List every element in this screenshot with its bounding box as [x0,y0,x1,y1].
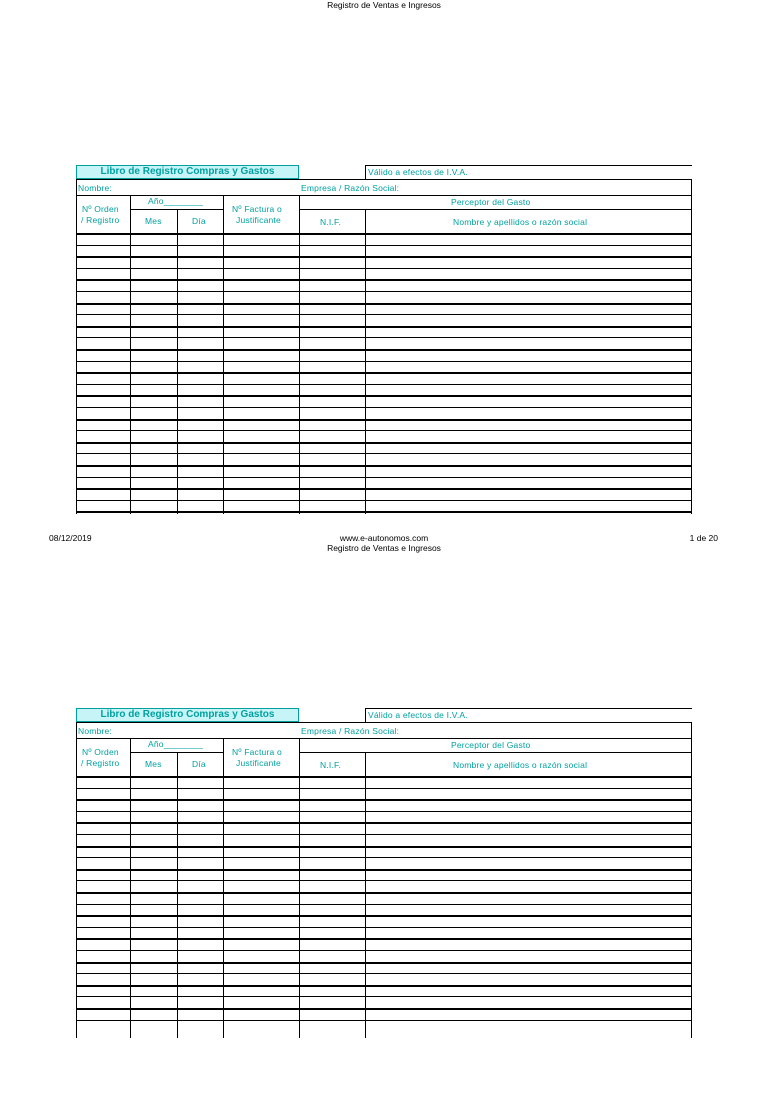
empresa-label: Empresa / Razón Social: [301,183,400,193]
table-row-line [76,973,692,974]
mes-label: Mes [145,759,162,769]
ledger-form-2 [76,708,692,1108]
nombre-label: Nombre: [78,183,112,193]
table-row-line [76,834,692,835]
table-row-line [76,337,692,338]
table-row-line [76,962,692,964]
table-row-line [76,361,692,362]
factura-label-2: Justificante [236,215,281,225]
anio-label: Año________ [148,739,204,749]
table-row-line [76,279,692,281]
orden-label-1: Nº Orden [82,747,119,757]
table-row-line [76,349,692,351]
valid-note: Válido a efectos de I.V.A. [368,710,468,720]
table-row-line [76,915,692,917]
table-row-line [76,407,692,408]
table-row-line [76,453,692,454]
table-row-line [76,799,692,801]
table-row-line [76,268,692,269]
table-row-line [76,430,692,431]
dia-label: Día [192,216,206,226]
table-row-line [76,822,692,824]
page-header-title-2: Registro de Ventas e Ingresos [327,543,441,553]
nombre-social-label: Nombre y apellidos o razón social [453,760,588,770]
footer-page-number: 1 de 20 [689,533,718,543]
table-row-line [76,1008,692,1010]
table-row-line [76,776,692,778]
factura-label-1: Nº Factura o [232,747,282,757]
table-row-line [76,1020,692,1021]
table-row-line [76,256,692,258]
orden-label-1: Nº Orden [82,204,119,214]
nombre-social-label: Nombre y apellidos o razón social [453,217,588,227]
valid-note: Válido a efectos de I.V.A. [368,167,468,177]
nombre-label: Nombre: [78,726,112,736]
table-row-line [76,927,692,928]
table-row-line [76,395,692,397]
dia-label: Día [192,759,206,769]
table-row-line [76,880,692,881]
footer-site[interactable]: www.e-autonomos.com [339,533,429,543]
table-row-line [76,233,692,235]
orden-label-2: / Registro [81,758,120,768]
table-row-line [76,904,692,905]
table-row-line [76,291,692,292]
table-row-line [76,938,692,940]
table-row-line [76,372,692,374]
factura-label-2: Justificante [236,758,281,768]
table-row-line [76,950,692,951]
page-header-title: Registro de Ventas e Ingresos [327,0,441,10]
table-row-line [76,811,692,812]
table-row-line [76,477,692,478]
table-row-line [76,303,692,305]
table-row-line [76,488,692,490]
table-row-line [76,326,692,328]
anio-label: Año________ [148,196,204,206]
table-row-line [76,442,692,444]
table-row-line [76,788,692,789]
factura-label-1: Nº Factura o [232,204,282,214]
nif-label: N.I.F. [320,217,342,227]
orden-label-2: / Registro [81,215,120,225]
table-row-line [76,245,692,246]
table-row-line [76,985,692,987]
footer-date: 08/12/2019 [49,533,92,543]
table-row-line [76,846,692,848]
table-row-line [76,511,692,513]
perceptor-label: Perceptor del Gasto [451,740,531,750]
ledger-title: Libro de Registro Compras y Gastos [76,708,299,722]
table-row-line [76,500,692,501]
table-row-line [76,892,692,894]
table-row-line [76,465,692,467]
empresa-label: Empresa / Razón Social: [301,726,400,736]
table-row-line [76,419,692,421]
ledger-title: Libro de Registro Compras y Gastos [76,165,299,179]
table-row-line [76,857,692,858]
table-row-line [76,869,692,871]
table-row-line [76,384,692,385]
mes-label: Mes [145,216,162,226]
table-row-line [76,996,692,997]
nif-label: N.I.F. [320,760,342,770]
perceptor-label: Perceptor del Gasto [451,197,531,207]
ledger-form [76,165,692,565]
table-row-line [76,314,692,315]
